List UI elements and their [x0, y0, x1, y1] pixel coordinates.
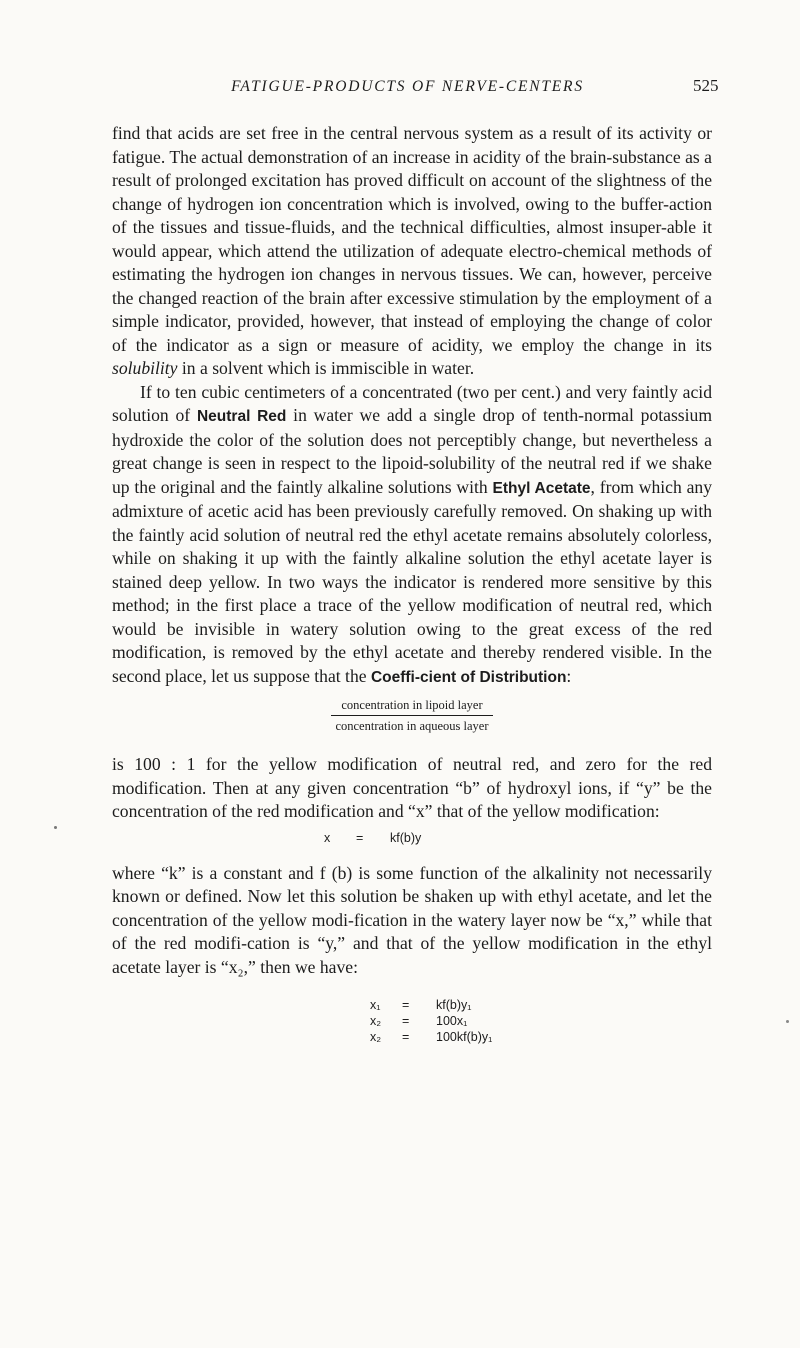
emphasis-solubility: solubility [112, 358, 178, 378]
equation-row: x₂ = 100x₁ [370, 1014, 468, 1028]
body-text [112, 122, 712, 1045]
equation-x: x = kf(b)y [324, 830, 422, 845]
margin-mark [54, 826, 57, 829]
equation-block [370, 997, 712, 1045]
equation-row: x₂ = 100kf(b)y₁ [370, 1030, 493, 1044]
distribution-fraction [112, 697, 712, 735]
paragraph-neutral-red: If to ten cubic centimeters of a concentrated (two per cent.) and very faintly acid solution of Neutral Red in water we add a single drop of tenth-normal potassium hydroxide the color of the solution does not perceptibly change, but nevertheless a great change is seen in respect to the lipoid-solubility of the neutral red if we shake up the original and the faintly alkaline solutions with Ethyl Acetate, from which any admixture of acetic acid has been previously carefully removed. On shaking up with the faintly acid solution of neutral red the ethyl acetate remains absolutely colorless, while on shaking it up with the faintly alkaline solution the ethyl acetate layer is stained deep yellow. In two ways the indicator is rendered more sensitive by this method; in the first place a trace of the yellow modification of neutral red, which would be invisible in watery solution owing to the great excess of the red modification, is removed by the ethyl acetate and thereby rendered visible. In the second place, let us suppose that the Coeffi-cient of Distribution: [112, 381, 713, 686]
equation-row: x₁ = kf(b)y₁ [370, 998, 472, 1012]
term-neutral-red: Neutral Red [196, 408, 287, 425]
page-number: 525 [693, 76, 719, 95]
paragraph-modifications: is 100 : 1 for the yellow modification of neutral red, and zero for the red modification. Then at any given concentration “b” of hydroxyl ions, if “y” be the concentration of the red modification and “x” that of the yellow modification: [112, 754, 712, 821]
paragraph-acidity: find that acids are set free in the central nervous system as a result of its activity or fatigue. The actual demonstration of an increase in acidity of the brain-substance as a result of prolonged excitation has proved difficult on account of the slightness of the change of hydrogen ion concentration which is involved, owing to the buffer-action of the tissues and tissue-fluids, and the technical difficulties, almost insuper-able it would appear, which attend the utilization of adequate electro-chemical methods of estimating the hydrogen ion changes in nervous tissues. We can, however, perceive the changed reaction of the brain after excessive stimulation by the employment of a simple indicator, provided, however, that instead of employing the change of color of the indicator as a sign or measure of acidity, we employ the change in its solubility in a solvent which is immiscible in water. [112, 123, 712, 378]
term-ethyl-acetate: Ethyl Acetate [492, 479, 591, 497]
term-coefficient-of-distribution: Coeffi-cient of Distribution [370, 668, 567, 686]
fraction-numerator: concentration in lipoid layer [331, 697, 492, 716]
margin-mark-right [786, 1020, 789, 1023]
paragraph-constant-k: where “k” is a constant and f (b) is some function of the alkalinity not necessarily known or defined. Now let this solution be shaken up with ethyl acetate, and let the concentration of the yellow modi-fication in the watery layer now be “x,” while that of the red modifi-cation is “y,” and that of the yellow modification in the ethyl acetate layer is “x₂,” then we have: [112, 862, 712, 977]
running-head: FATIGUE-PRODUCTS OF NERVE-CENTERS [231, 78, 584, 95]
fraction-denominator: concentration in aqueous layer [335, 719, 489, 733]
